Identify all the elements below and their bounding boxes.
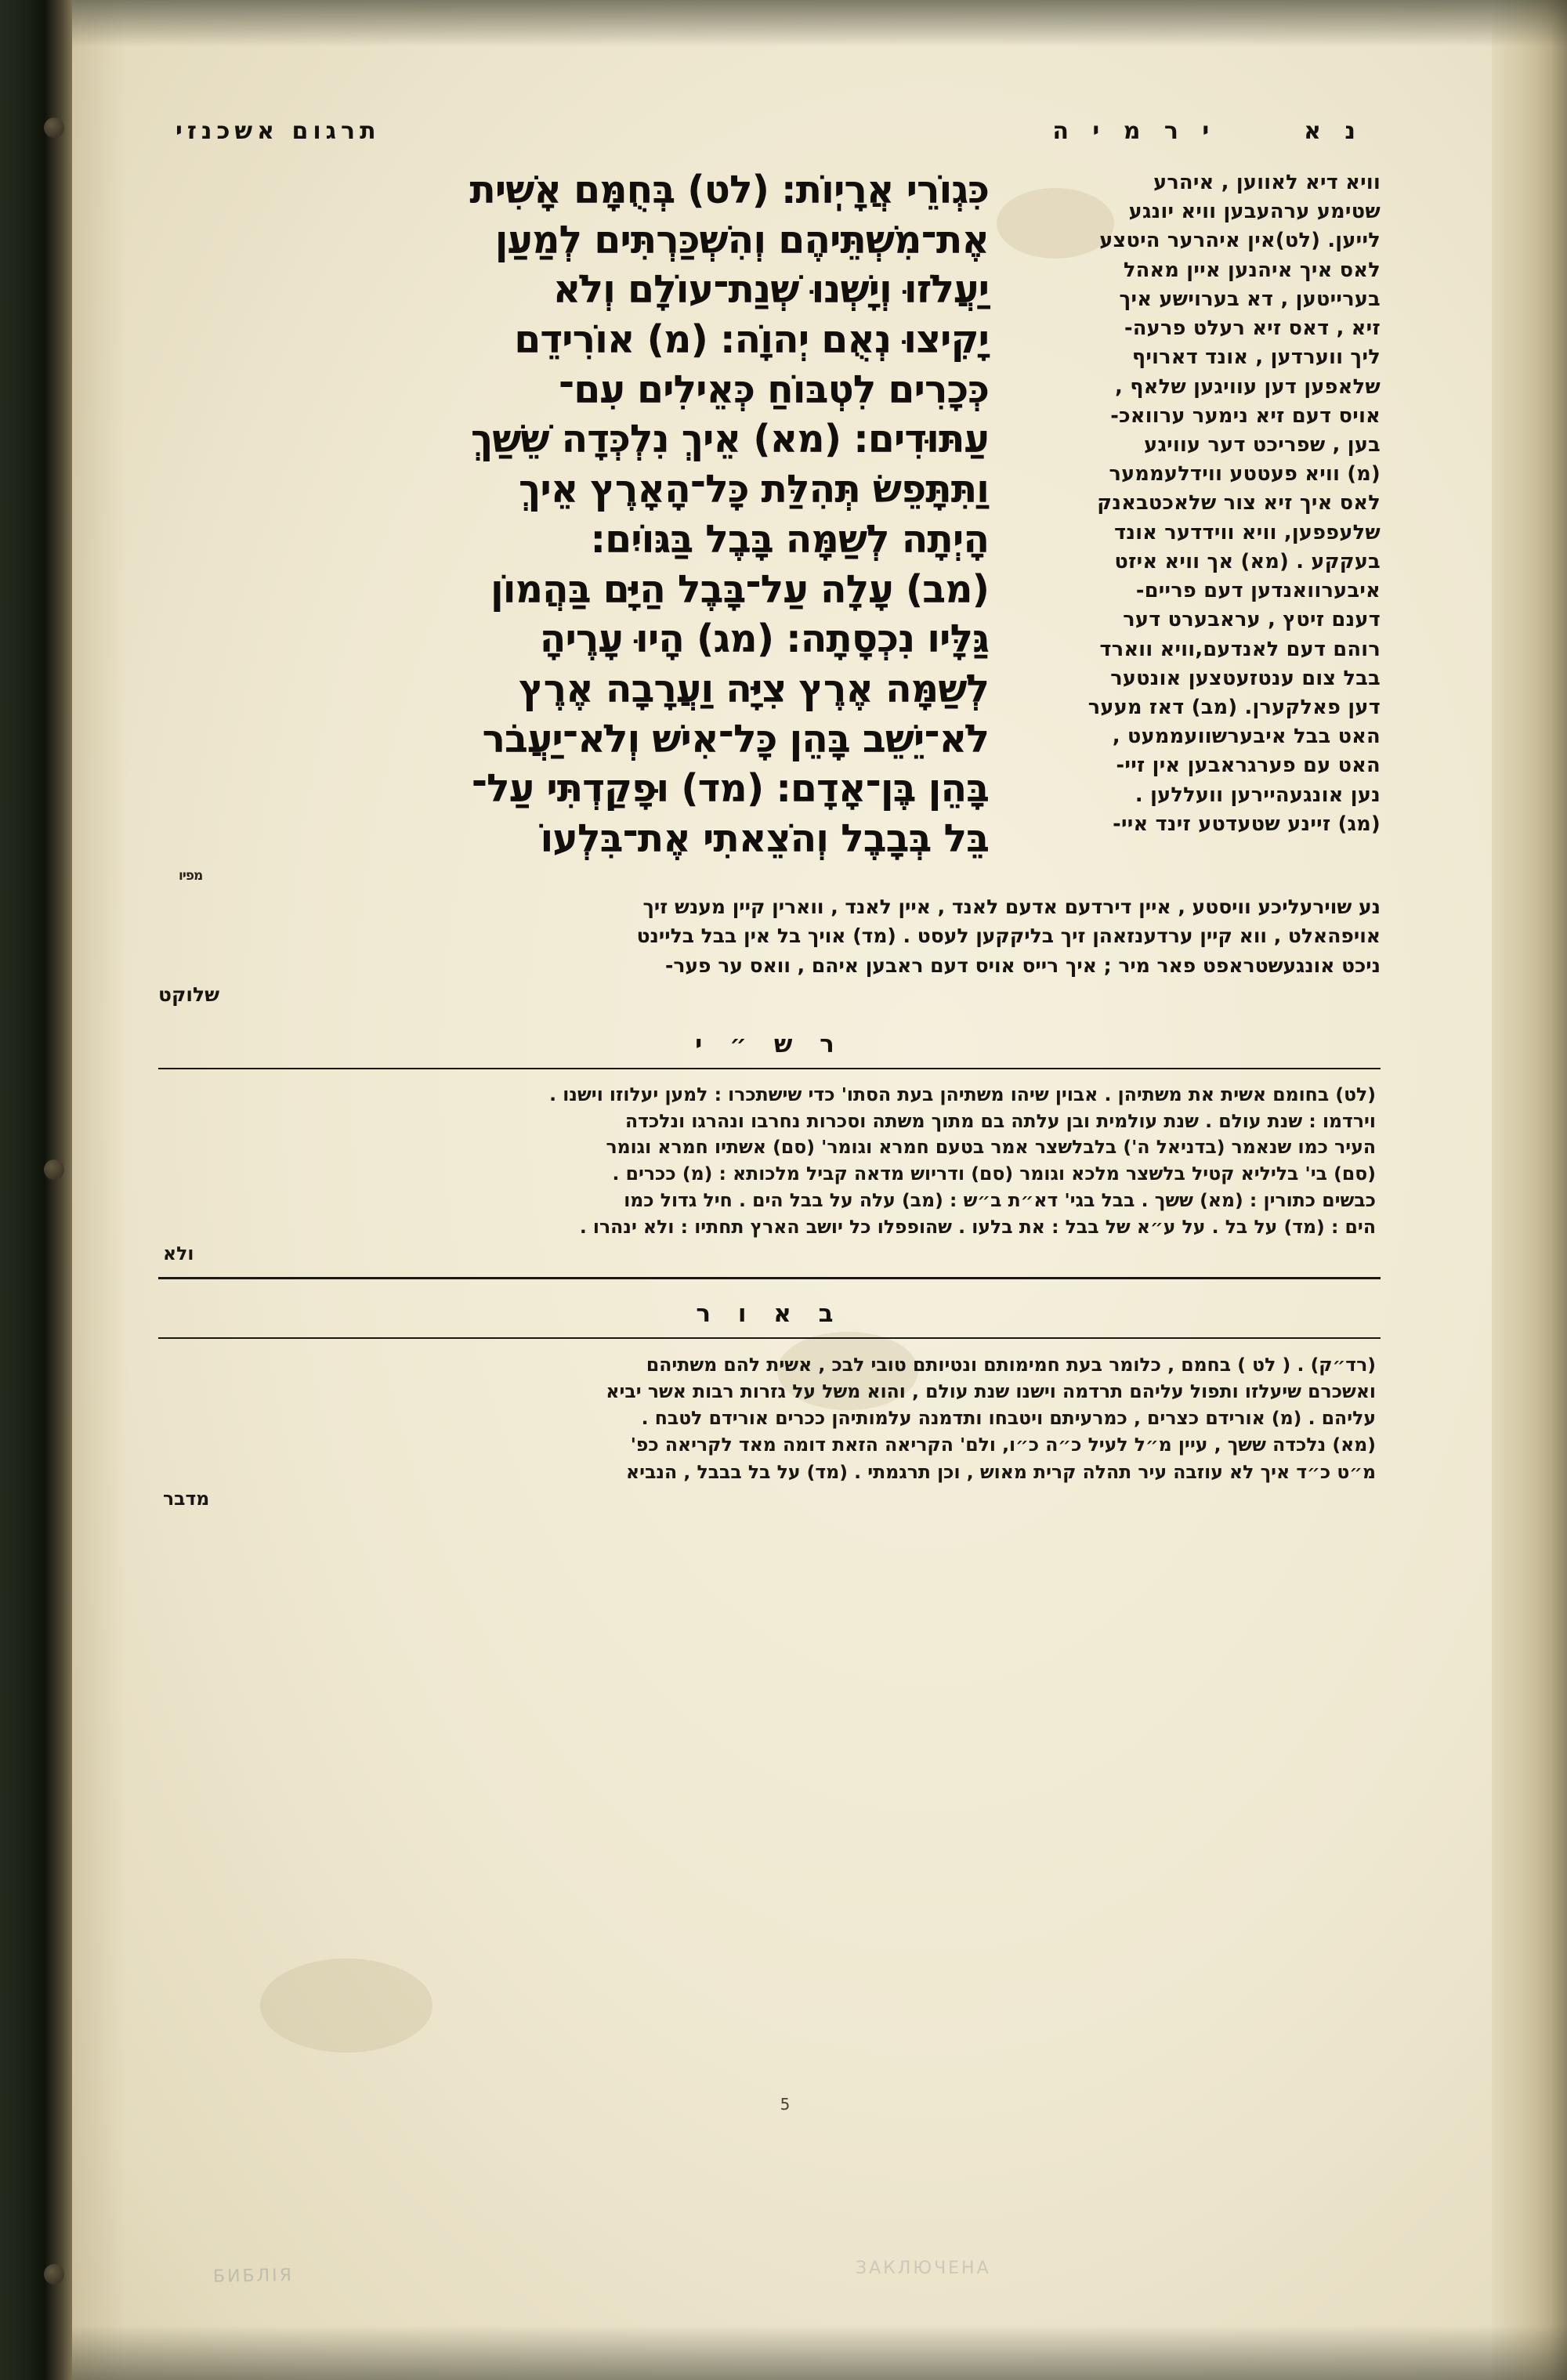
targum-line: (מ) וויא פעטטע ווידלעממער [1109, 462, 1381, 486]
hebrew-bible-column [174, 165, 989, 884]
book-page [72, 0, 1567, 2380]
biur-section-title: ב א ו ר [696, 1299, 843, 1328]
targum-line: בעקקע . (מא) אך וויא איזט [1114, 549, 1381, 573]
rashi-line: העיר כמו שנאמר (בדניאל ה') בלבלשצר אמר בטעם חמרא וגומר' (סם) אשתיו חמרא וגומר [606, 1136, 1376, 1159]
rashi-line: (סם) בי' בליליא קטיל בלשצר מלכא וגומר (סם) ודריוש מדאה קביל מלכותא : (מ) ככרים . [612, 1163, 1376, 1185]
targum-line: שלאפען דען עוויגען שלאף , [1115, 374, 1381, 399]
library-stamp-right: ЗАКЛЮЧЕНА [856, 2259, 991, 2278]
targum-tail-block [158, 892, 1381, 1010]
running-heads [158, 118, 1381, 145]
bible-line: הָיְתָה לְשַׁמָּה בָּבֶל בַּגּוֹיִם: [590, 516, 989, 562]
running-head-book-chapter [1052, 118, 1363, 145]
bible-line: אֶת־מִשְׁתֵּיהֶם וְהִשְׁכַּרְתִּים לְמַעַן [494, 217, 989, 262]
bible-line: לְשַׁמָּה אֶרֶץ צִיָּה וַעֲרָבָה אֶרֶץ [519, 666, 989, 711]
targum-line: רוהם דעם לאנדעם,וויא ווארד [1099, 637, 1381, 661]
rashi-line: כבשים כתורין : (מא) ששך . בבל בגי' דא״ת ב״ש : (מב) עלה על בבל הים . חיל גדול כמו [624, 1189, 1376, 1212]
targum-line: לייען. (לט)אין איהרער היטצע [1099, 229, 1381, 253]
page-number: 5 [780, 2095, 791, 2114]
bible-line: בֵּל בְּבָבֶל וְהֹצֵאתִי אֶת־בִּלְעוֹ [540, 816, 989, 861]
biur-divider-rule [158, 1277, 1381, 1279]
biur-line: מ״ט כ״ד איך לא עוזבה עיר תהלה קרית מאוש , וכן תרגמתי . (מד) על בל בבבל , הנביא [626, 1460, 1376, 1483]
column-layout [158, 165, 1381, 884]
rashi-line: וירדמו : שנת עולם . שנת עולמית ובן עלתה בם מתוך משתה וסכרות נחרבו ונהרגו ונלכדה [624, 1109, 1376, 1132]
targum-line: דענם זיטץ , עראבערט דער [1123, 608, 1381, 632]
rashi-line: הים : (מד) על בל . על ע״א של בבל : את בלעו . שהופפלו כל יושב הארץ תחתיו : ולא ינהרו . [579, 1215, 1376, 1238]
masorah-note: מפיו [179, 867, 203, 884]
page-surface [72, 0, 1498, 2380]
rashi-catchword: ולא [163, 1242, 194, 1264]
targum-ashkenazi-column [1020, 165, 1381, 884]
targum-line: האט בבל איבערשוועממעט , [1112, 725, 1381, 749]
spine-stitch-mark [44, 118, 64, 138]
targum-line: אויס דעם זיא נימער ערוואכ- [1110, 403, 1381, 428]
biur-line: עליהם . (מ) אורידם כצרים , כמרעיתם ויטבחו ותדמנה עלמותיהן ככרים אורידם לטבח . [641, 1407, 1376, 1430]
targum-tail-line: ניכט אונגעשטראפט פאר מיר ; איך רייס אויס דעם ראבען איהם , וואס ער פער- [664, 953, 1381, 977]
bible-line: כִּגְוֹרֵי אֲרָיֽוֹת: (לט) בְּחֻמָּם אָשִׁית [469, 168, 989, 212]
targum-line: ליך ווערדען , אונד דארויף [1131, 345, 1381, 370]
targum-line: וויא דיא לאווען , איהרע [1153, 171, 1381, 194]
biur-line: (רד״ק) . ( לט ) בחמם , כלומר בעת חמימותם ונטיותם טובי לבכ , אשית להם משתיהם [646, 1353, 1376, 1376]
targum-line: לאס איך זיא צור שלאכטבאנק [1097, 491, 1381, 515]
bible-line: יַעֲלֹזוּ וְיָשְׁנוּ שְׁנַת־עוֹלָם וְלֹא [552, 267, 989, 313]
targum-tail-line: נע שוירעליכע וויסטע , איין דירדעם אדעם לאנד , איין לאנד , ווארין קיין מענש זיך [642, 895, 1381, 918]
page-fore-edge [1492, 0, 1567, 2380]
biur-divider-rule-2 [158, 1337, 1381, 1339]
targum-catchword: שלוקט [158, 983, 220, 1007]
biur-line: ואשכרם שיעלזו ותפול עליהם תרדמה וישנו שנת עולם , והוא משל על גזרות רבות אשר יביא [606, 1380, 1376, 1402]
running-head-targum: תרגום אשכנזי [176, 118, 381, 145]
rashi-divider-rule [158, 1068, 1381, 1069]
targum-line: בערייטען , דא בערוישע איך [1119, 287, 1381, 311]
library-stamp-left: БИБЛIЯ [212, 2266, 295, 2287]
biur-line: (מא) נלכדה ששך , עיין מ״ל לעיל כ״ה כ״ו, ולם' הקריאה הזאת דומה מאד לקריאה כפ' [630, 1434, 1376, 1456]
running-head-book: נ א [1304, 118, 1363, 145]
targum-line: (מג) זיינע שטעדטע זינד איי- [1113, 812, 1381, 836]
running-head-chapter: י ר מ י ה [1052, 118, 1218, 145]
bible-line: (מב) עָלָה עַל־בָּבֶל הַיָּם בַּהֲמוֹן [490, 566, 989, 612]
bible-line: לֹא־יֵשֵׁב בָּהֵן כָּל־אִישׁ וְלֹא־יַעֲבֹר [482, 716, 989, 761]
spine-stitch-mark [44, 2264, 64, 2284]
bible-line: וַתִּתָּפֵשׂ תְּהִלַּת כָּל־הָאָרֶץ אֵיךְ [519, 467, 989, 512]
book-spine-gutter [0, 0, 72, 2380]
targum-line: האט עם פערגראבען אין זיי- [1116, 754, 1381, 778]
biur-commentary-block [158, 1351, 1381, 1513]
bible-line: גַּלָּיו נִכְסָתָה: (מג) הָיוּ עָרֶיהָ [539, 617, 989, 662]
targum-tail-line: אויפהאלט , ווא קיין ערדענזאהן זיך בליקקען לעסט . (מד) אויך בל אין בבל בליינט [636, 924, 1381, 948]
targum-line: נען אונגעהיירען וועללען . [1135, 783, 1381, 807]
targum-line: שלעפפען, וויא ווידדער אונד [1114, 520, 1381, 544]
spine-stitch-mark [44, 1159, 64, 1180]
targum-line: דען פאלקערן. (מב) דאז מעער [1087, 695, 1381, 719]
rashi-commentary-block [158, 1082, 1381, 1268]
targum-line: בבל צום ענטזעטצען אונטער [1110, 666, 1381, 690]
targum-line: לאס איך איהנען איין מאהל [1123, 258, 1381, 282]
bible-line: בָּהֵן בֶּן־אָדָם: (מד) וּפָקַדְתִּי עַל־ [471, 766, 989, 812]
targum-line: זיא , דאס זיא רעלט פרעה- [1124, 316, 1381, 341]
targum-line: שטימע ערהעבען וויא יונגע [1128, 200, 1381, 224]
targum-line: בען , שפריכט דער עוויגע [1144, 432, 1381, 457]
bible-line: יָקִיצוּ נְאֻם יְהוָֹה: (מ) אוֹרִידֵם [514, 317, 989, 363]
bible-line: כְּכָרִים לִטְבּוֹחַ כְּאֵילִים עִם־ [558, 367, 989, 412]
bible-line: עַתּוּדִים: (מא) אֵיךְ נִלְכְּדָה שֵׁשַׁךְ [470, 417, 989, 462]
printed-text-block [158, 118, 1381, 1512]
rashi-line: (לט) בחומם אשית את משתיהן . אבוין שיהו משתיהן בעת הסתו' כדי שישתכרו : למען יעלוזו וישנו . [549, 1083, 1376, 1105]
targum-line: איבערוואנדען דעם פריים- [1135, 579, 1381, 603]
rashi-section-title: ר ש ״ י [695, 1029, 844, 1058]
biur-catchword: מדבר [163, 1488, 210, 1510]
